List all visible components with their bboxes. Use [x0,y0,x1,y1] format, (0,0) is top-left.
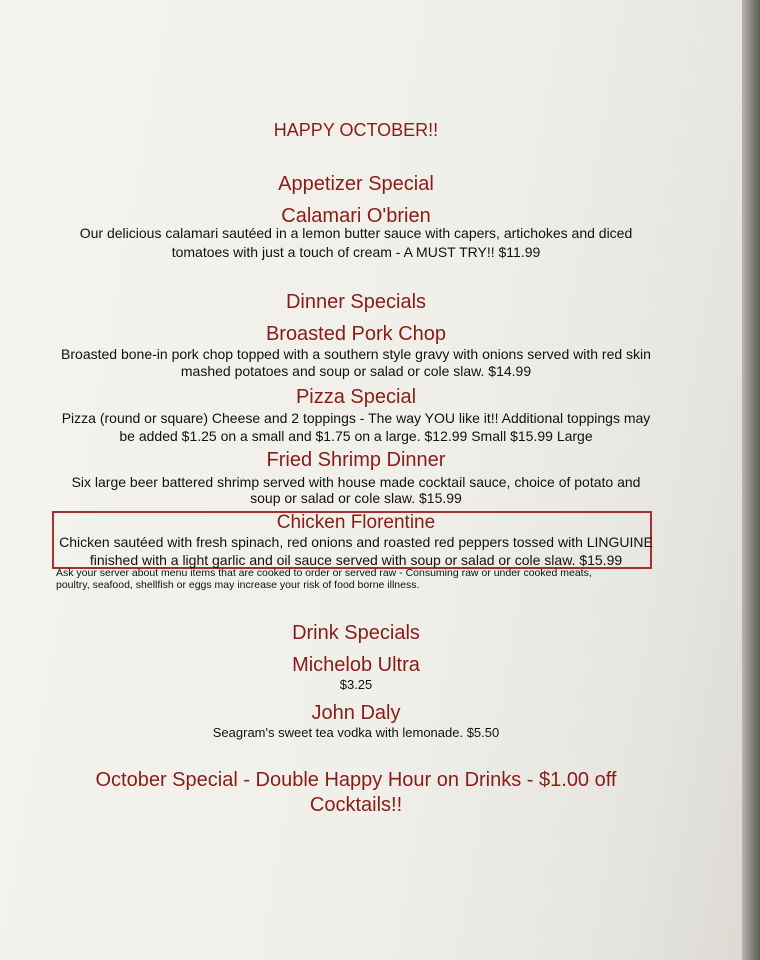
drink-item-name: Michelob Ultra [292,654,420,676]
drink-item-detail: $3.25 [339,677,373,692]
october-special-line2: Cocktails!! [309,794,403,816]
dinner-item-desc-line1: Chicken sautéed with fresh spinach, red onions and roasted red peppers tossed with LINGUINE [59,534,653,550]
appetizer-desc-line2: tomatoes with just a touch of cream - A MUST TRY!! $11.99 [171,244,541,260]
appetizer-item-name: Calamari O'brien [281,205,431,227]
drinks-heading: Drink Specials [292,622,420,644]
dinner-item-desc-line2: mashed potatoes and soup or salad or cole slaw. $14.99 [180,363,532,379]
appetizer-heading: Appetizer Special [278,173,434,195]
dinner-item-desc-line2: soup or salad or cole slaw. $15.99 [250,490,462,506]
dinner-item-desc-line2: be added $1.25 on a small and $1.75 on a large. $12.99 Small $15.99 Large [119,428,593,444]
page-edge-shadow [742,0,760,960]
dinner-item-name: Chicken Florentine [276,512,436,533]
dinner-item-name: Broasted Pork Chop [265,323,447,345]
dinner-heading: Dinner Specials [285,291,427,313]
dinner-item-desc-line1: Broasted bone-in pork chop topped with a southern style gravy with onions served with red skin [61,346,651,362]
dinner-item-desc-line1: Pizza (round or square) Cheese and 2 toppings - The way YOU like it!! Additional toppings may [61,410,651,426]
drink-item-name: John Daly [311,702,401,724]
dinner-item-desc-line1: Six large beer battered shrimp served with house made cocktail sauce, choice of potato and [71,474,641,490]
dinner-item-desc-line2: finished with a light garlic and oil sauce served with soup or salad or cole slaw. $15.99 [89,552,623,568]
disclaimer-line2: poultry, seafood, shellfish or eggs may increase your risk of food borne illness. [56,579,420,591]
october-special-line1: October Special - Double Happy Hour on Drinks - $1.00 off [95,769,617,791]
drink-item-detail: Seagram's sweet tea vodka with lemonade. $5.50 [212,725,500,740]
dinner-item-name: Pizza Special [295,386,417,408]
dinner-item-name: Fried Shrimp Dinner [266,449,446,471]
page-title: HAPPY OCTOBER!! [273,120,439,140]
disclaimer-line1: Ask your server about menu items that are cooked to order or served raw - Consuming raw or under cooked meats, [56,567,592,579]
appetizer-desc-line1: Our delicious calamari sautéed in a lemon butter sauce with capers, artichokes and diced [79,225,633,241]
